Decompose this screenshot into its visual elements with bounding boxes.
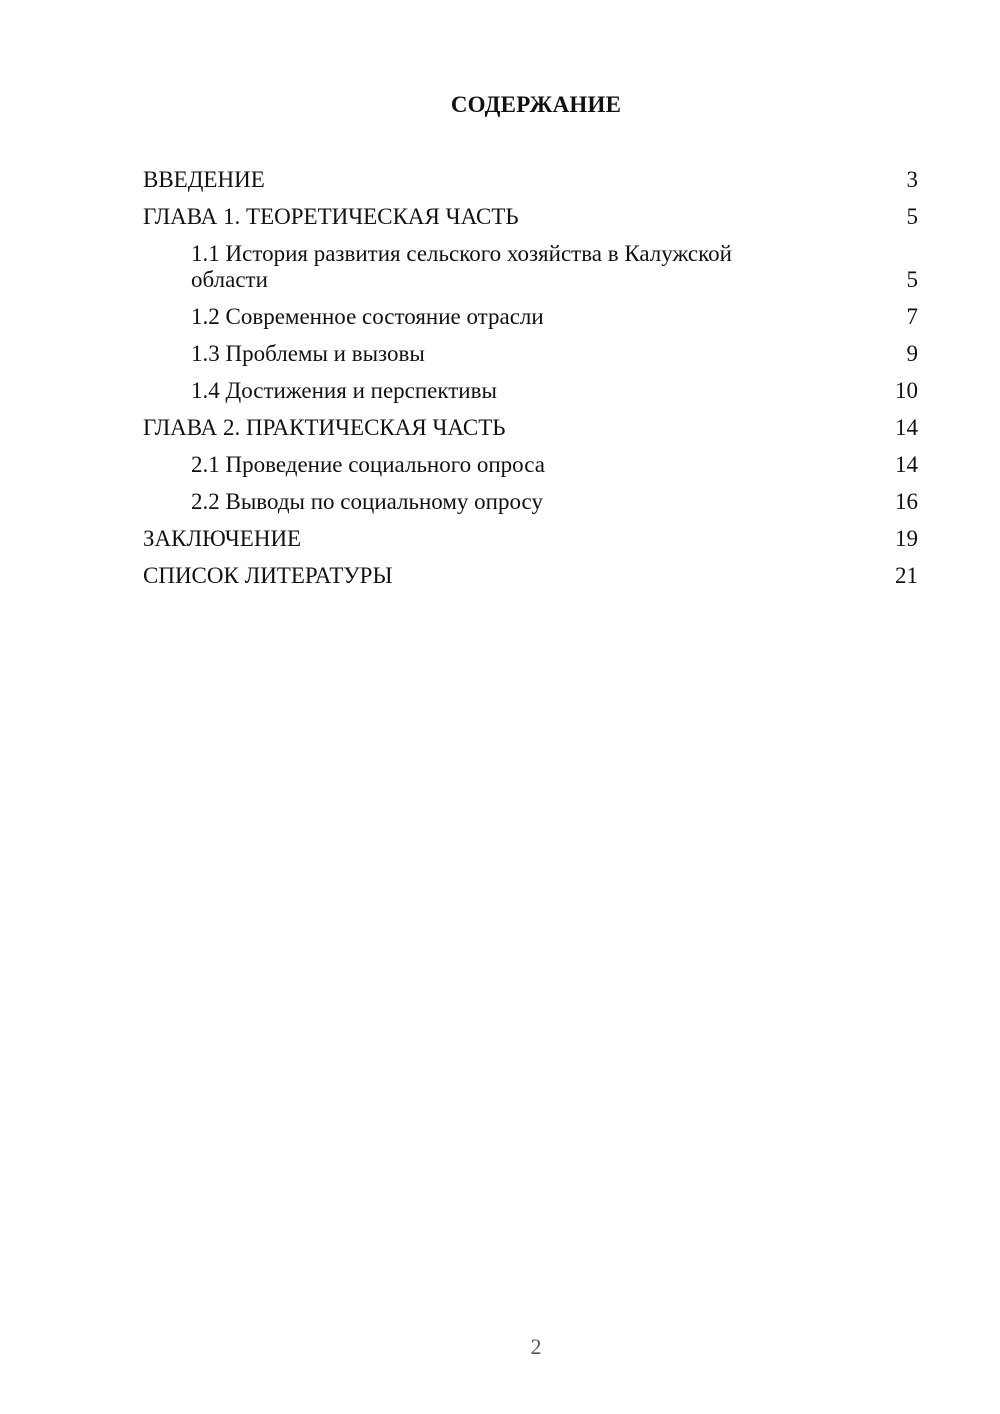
toc-entry-page: 16 <box>895 489 918 514</box>
toc-entry[interactable] <box>143 415 918 441</box>
table-of-contents <box>143 167 918 600</box>
toc-entry[interactable] <box>143 563 918 589</box>
page-number: 2 <box>530 1334 542 1359</box>
toc-entry[interactable] <box>143 489 918 515</box>
toc-entry-page: 10 <box>895 378 918 403</box>
toc-entry-page: 5 <box>906 267 918 292</box>
page-title: СОДЕРЖАНИЕ <box>450 92 622 117</box>
toc-entry[interactable] <box>143 526 918 552</box>
toc-entry-title: 2.2 Выводы по социальному опросу <box>191 489 543 514</box>
toc-entry-title: ГЛАВА 2. ПРАКТИЧЕСКАЯ ЧАСТЬ <box>143 415 506 440</box>
toc-entry-page: 21 <box>895 563 918 588</box>
toc-entry-page: 14 <box>895 415 918 440</box>
toc-entry[interactable] <box>143 304 918 330</box>
toc-entry-title: 1.1 История развития сельского хозяйства в Калужской области <box>191 241 732 292</box>
toc-entry-page: 3 <box>906 167 918 192</box>
toc-entry[interactable] <box>143 452 918 478</box>
toc-entry-page: 7 <box>906 304 918 329</box>
toc-entry-title: 1.2 Современное состояние отрасли <box>191 304 544 329</box>
toc-entry-title: 1.4 Достижения и перспективы <box>191 378 497 403</box>
toc-entry-page: 19 <box>895 526 918 551</box>
toc-entry-page: 14 <box>895 452 918 477</box>
toc-entry[interactable] <box>143 341 918 367</box>
toc-entry-title: ГЛАВА 1. ТЕОРЕТИЧЕСКАЯ ЧАСТЬ <box>143 204 519 229</box>
toc-entry-title: 2.1 Проведение социального опроса <box>191 452 545 477</box>
toc-entry-title: ЗАКЛЮЧЕНИЕ <box>143 526 302 551</box>
toc-entry[interactable] <box>143 241 918 293</box>
toc-entry-page: 5 <box>906 204 918 229</box>
toc-entry[interactable] <box>143 167 918 193</box>
toc-entry-title: 1.3 Проблемы и вызовы <box>191 341 425 366</box>
toc-entry[interactable] <box>143 378 918 404</box>
toc-entry-title: СПИСОК ЛИТЕРАТУРЫ <box>143 563 393 588</box>
toc-entry-title: ВВЕДЕНИЕ <box>143 167 265 192</box>
toc-entry[interactable] <box>143 204 918 230</box>
toc-entry-page: 9 <box>906 341 918 366</box>
